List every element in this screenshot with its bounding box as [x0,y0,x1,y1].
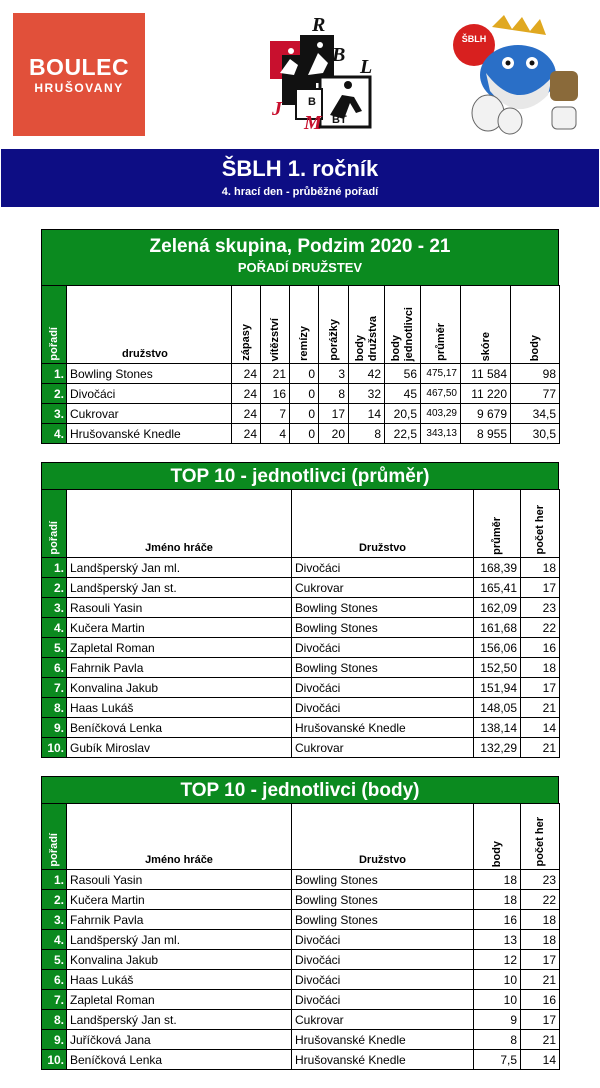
draws-cell: 0 [290,384,319,404]
table-row [42,384,560,404]
average-cell: 168,39 [474,558,521,578]
table-row [42,558,560,578]
games-cell: 21 [521,738,560,758]
matches-cell: 24 [232,404,261,424]
team-cell: Cukrovar [292,738,474,758]
team-points-cell: 42 [349,364,385,384]
average-cell: 403,29 [421,404,461,424]
games-cell: 17 [521,678,560,698]
rank-cell: 7. [42,990,67,1010]
average-cell: 475,17 [421,364,461,384]
rank-cell: 3. [42,598,67,618]
score-cell: 11 584 [461,364,511,384]
team-cell: Bowling Stones [292,658,474,678]
player-name-cell: Rasouli Yasin [67,870,292,890]
table-row [42,930,560,950]
team-cell: Divočáci [292,950,474,970]
team-standings-table [41,285,560,444]
player-name-column-header: Jméno hráče [67,490,292,558]
games-cell: 14 [521,718,560,738]
team-standings-section [41,229,559,444]
team-column-header: Družstvo [292,804,474,870]
draws-cell: 0 [290,424,319,444]
table-row [42,950,560,970]
games-cell: 21 [521,698,560,718]
player-name-cell: Fahrnik Pavla [67,910,292,930]
team-cell: Divočáci [292,990,474,1010]
average-cell: 138,14 [474,718,521,738]
top-average-table [41,489,560,758]
player-name-cell: Haas Lukáš [67,698,292,718]
top-points-section [41,776,559,1070]
rank-cell: 2. [42,384,67,404]
team-cell: Hrušovanské Knedle [292,718,474,738]
points-cell: 16 [474,910,521,930]
rank-cell: 2. [42,578,67,598]
score-column-header: skóre [461,286,511,364]
table-row [42,970,560,990]
score-cell: 8 955 [461,424,511,444]
svg-text:ŠBLH: ŠBLH [461,34,487,44]
rank-cell: 6. [42,970,67,990]
losses-cell: 3 [319,364,349,384]
player-name-cell: Landšperský Jan st. [67,1010,292,1030]
table-row [42,424,560,444]
rank-cell: 5. [42,950,67,970]
table-row [42,404,560,424]
team-cell: Hrušovanské Knedle [292,1030,474,1050]
games-cell: 21 [521,970,560,990]
top-average-section [41,462,559,758]
points-cell: 13 [474,930,521,950]
losses-cell: 20 [319,424,349,444]
top-points-title: TOP 10 - jednotlivci (body) [180,780,420,801]
team-name-cell: Divočáci [67,384,232,404]
average-cell: 151,94 [474,678,521,698]
player-name-cell: Beníčková Lenka [67,718,292,738]
rank-cell: 3. [42,910,67,930]
games-cell: 17 [521,950,560,970]
table-row [42,698,560,718]
rank-cell: 10. [42,1050,67,1070]
player-name-cell: Fahrnik Pavla [67,658,292,678]
table-row [42,990,560,1010]
games-cell: 23 [521,598,560,618]
points-cell: 18 [474,870,521,890]
player-name-cell: Rasouli Yasin [67,598,292,618]
svg-text:BT: BT [332,114,347,126]
table-row [42,718,560,738]
player-name-cell: Zapletal Roman [67,638,292,658]
games-cell: 18 [521,658,560,678]
points-cell: 34,5 [511,404,560,424]
player-name-cell: Landšperský Jan ml. [67,930,292,950]
player-name-cell: Kučera Martin [67,890,292,910]
title-banner [1,149,599,207]
points-cell: 77 [511,384,560,404]
games-cell: 18 [521,930,560,950]
player-name-cell: Konvalina Jakub [67,950,292,970]
table-row [42,364,560,384]
team-points-cell: 32 [349,384,385,404]
individual-points-cell: 56 [385,364,421,384]
rank-cell: 3. [42,404,67,424]
games-cell: 22 [521,618,560,638]
team-cell: Hrušovanské Knedle [292,1050,474,1070]
team-points-cell: 14 [349,404,385,424]
rank-cell: 1. [42,870,67,890]
table-row [42,870,560,890]
rank-cell: 4. [42,930,67,950]
matches-column-header: zápasy [232,286,261,364]
team-standings-header-row [42,286,560,364]
average-column-header: průměr [421,286,461,364]
player-name-column-header: Jméno hráče [67,804,292,870]
losses-cell: 8 [319,384,349,404]
average-cell: 343,13 [421,424,461,444]
table-row [42,1010,560,1030]
table-row [42,658,560,678]
league-dragon-logo [452,15,586,135]
team-cell: Divočáci [292,638,474,658]
table-row [42,738,560,758]
player-name-cell: Haas Lukáš [67,970,292,990]
team-cell: Bowling Stones [292,910,474,930]
games-cell: 16 [521,990,560,1010]
games-cell: 18 [521,558,560,578]
points-cell: 8 [474,1030,521,1050]
player-name-cell: Beníčková Lenka [67,1050,292,1070]
points-column-header: body [511,286,560,364]
games-column-header: počet her [521,490,560,558]
rank-cell: 8. [42,698,67,718]
games-cell: 17 [521,1010,560,1030]
rank-cell: 1. [42,558,67,578]
matches-cell: 24 [232,384,261,404]
team-points-column-header: body družstva [349,286,385,364]
svg-text:L: L [360,56,373,78]
table-row [42,578,560,598]
top-points-header-row [42,804,560,870]
team-standings-subtitle: POŘADÍ DRUŽSTEV [237,260,363,275]
rank-cell: 5. [42,638,67,658]
rank-column-header: pořadí [42,286,67,364]
team-cell: Cukrovar [292,1010,474,1030]
rank-cell: 2. [42,890,67,910]
average-cell: 467,50 [421,384,461,404]
games-cell: 14 [521,1050,560,1070]
team-name-cell: Bowling Stones [67,364,232,384]
page-title: ŠBLH 1. ročník [221,156,379,181]
average-cell: 161,68 [474,618,521,638]
svg-text:M: M [304,112,322,131]
table-row [42,618,560,638]
table-row [42,678,560,698]
games-cell: 16 [521,638,560,658]
games-cell: 23 [521,870,560,890]
team-name-cell: Cukrovar [67,404,232,424]
team-name-cell: Hrušovanské Knedle [67,424,232,444]
games-cell: 22 [521,890,560,910]
svg-text:J: J [272,98,282,120]
table-row [42,1050,560,1070]
rank-cell: 9. [42,718,67,738]
svg-text:B: B [332,44,346,66]
top-points-header [41,776,559,803]
draws-column-header: remízy [290,286,319,364]
average-cell: 132,29 [474,738,521,758]
rank-cell: 4. [42,618,67,638]
team-cell: Divočáci [292,558,474,578]
losses-cell: 17 [319,404,349,424]
rank-cell: 7. [42,678,67,698]
games-cell: 21 [521,1030,560,1050]
team-column-header: družstvo [67,286,232,364]
points-cell: 18 [474,890,521,910]
games-cell: 17 [521,578,560,598]
team-cell: Cukrovar [292,578,474,598]
individual-points-cell: 22,5 [385,424,421,444]
table-row [42,1030,560,1050]
wins-cell: 4 [261,424,290,444]
points-cell: 9 [474,1010,521,1030]
matches-cell: 24 [232,424,261,444]
team-cell: Divočáci [292,930,474,950]
boulec-logo-title: BOULEC [28,53,130,80]
wins-cell: 16 [261,384,290,404]
svg-text:B: B [286,64,294,76]
boulec-logo [13,13,145,136]
rank-cell: 10. [42,738,67,758]
team-cell: Divočáci [292,698,474,718]
individual-points-cell: 20,5 [385,404,421,424]
average-cell: 156,06 [474,638,521,658]
boulec-logo-subtitle: HRUŠOVANY [34,80,124,95]
player-name-cell: Landšperský Jan ml. [67,558,292,578]
points-column-header: body [474,804,521,870]
team-standings-title: Zelená skupina, Podzim 2020 - 21 [149,236,451,257]
rank-cell: 4. [42,424,67,444]
rank-cell: 9. [42,1030,67,1050]
points-cell: 98 [511,364,560,384]
losses-column-header: porážky [319,286,349,364]
player-name-cell: Landšperský Jan st. [67,578,292,598]
draws-cell: 0 [290,404,319,424]
points-cell: 7,5 [474,1050,521,1070]
points-cell: 10 [474,970,521,990]
team-cell: Divočáci [292,970,474,990]
team-cell: Bowling Stones [292,870,474,890]
table-row [42,598,560,618]
top-average-header [41,462,559,489]
average-cell: 148,05 [474,698,521,718]
points-cell: 30,5 [511,424,560,444]
table-row [42,890,560,910]
score-cell: 9 679 [461,404,511,424]
individual-points-cell: 45 [385,384,421,404]
player-name-cell: Juříčková Jana [67,1030,292,1050]
svg-text:B: B [308,96,316,108]
wins-cell: 7 [261,404,290,424]
team-cell: Bowling Stones [292,598,474,618]
top-average-title: TOP 10 - jednotlivci (průměr) [170,466,430,487]
player-name-cell: Kučera Martin [67,618,292,638]
team-standings-header [41,229,559,285]
rbl-logo [268,15,384,131]
average-cell: 165,41 [474,578,521,598]
team-cell: Bowling Stones [292,890,474,910]
top-points-table [41,803,560,1070]
rank-column-header: pořadí [42,490,67,558]
player-name-cell: Zapletal Roman [67,990,292,1010]
wins-cell: 21 [261,364,290,384]
team-column-header: Družstvo [292,490,474,558]
average-cell: 152,50 [474,658,521,678]
rank-cell: 1. [42,364,67,384]
individual-points-column-header: body jednotlivci [385,286,421,364]
wins-column-header: vítězství [261,286,290,364]
points-cell: 12 [474,950,521,970]
player-name-cell: Konvalina Jakub [67,678,292,698]
team-points-cell: 8 [349,424,385,444]
team-cell: Bowling Stones [292,618,474,638]
table-row [42,910,560,930]
player-name-cell: Gubík Miroslav [67,738,292,758]
points-cell: 10 [474,990,521,1010]
games-column-header: počet her [521,804,560,870]
rank-cell: 6. [42,658,67,678]
draws-cell: 0 [290,364,319,384]
top-average-header-row [42,490,560,558]
rank-cell: 8. [42,1010,67,1030]
table-row [42,638,560,658]
average-cell: 162,09 [474,598,521,618]
page-subtitle: 4. hrací den - průběžné pořadí [221,186,379,198]
rank-column-header: pořadí [42,804,67,870]
matches-cell: 24 [232,364,261,384]
average-column-header: průměr [474,490,521,558]
svg-text:R: R [312,15,326,36]
score-cell: 11 220 [461,384,511,404]
team-cell: Divočáci [292,678,474,698]
games-cell: 18 [521,910,560,930]
